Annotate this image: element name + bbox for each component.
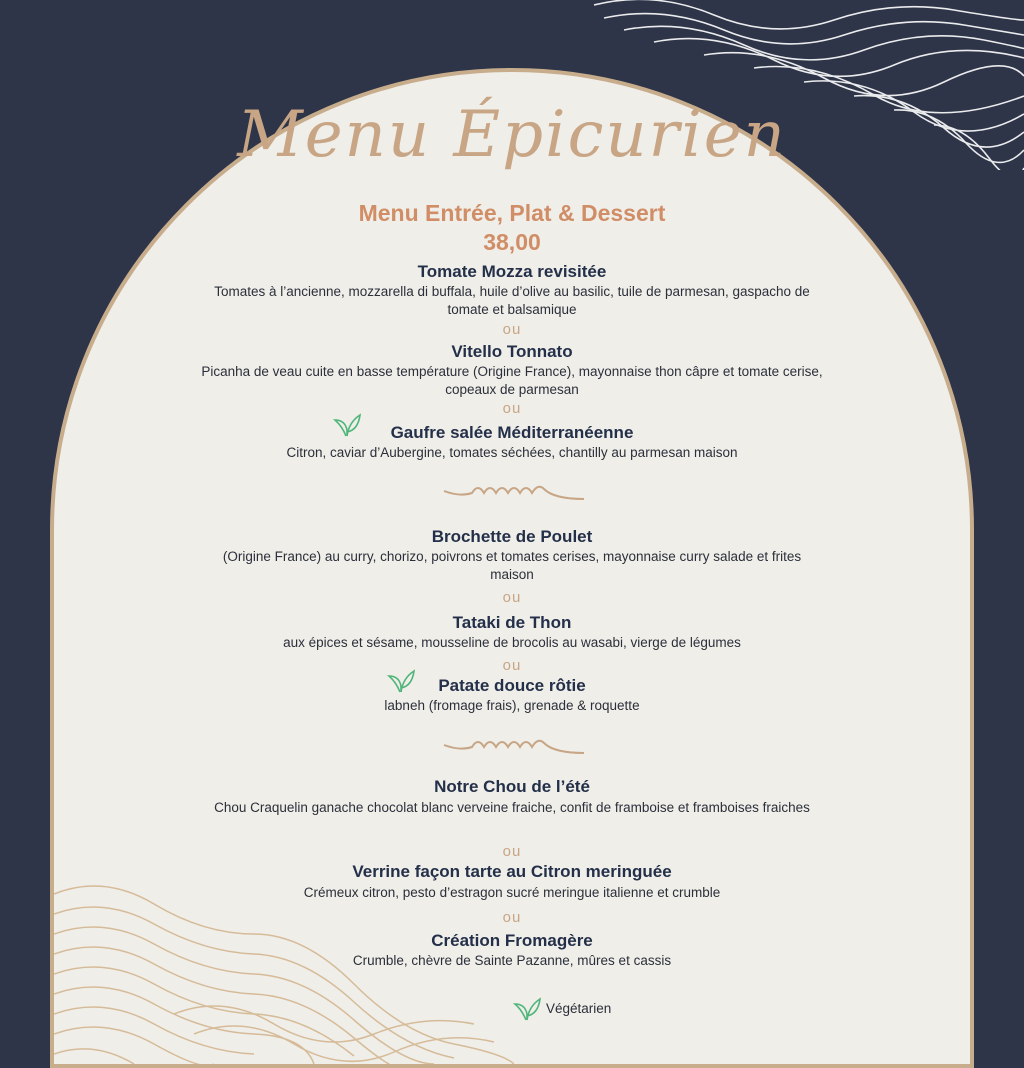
dish-description: Picanha de veau cuite en basse température (Origine France), mayonnaise thon câpre et tomate cerise, copeaux de parmesan xyxy=(201,364,823,397)
or-separator: ou xyxy=(502,843,522,860)
vegetarian-legend: Végétarien xyxy=(546,1001,612,1016)
or-separator: ou xyxy=(502,400,522,417)
dish-name: Patate douce rôtie xyxy=(438,676,586,695)
dish-name: Notre Chou de l’été xyxy=(434,777,590,796)
dish-name: Tataki de Thon xyxy=(452,613,572,632)
dish-name: Gaufre salée Méditerranéenne xyxy=(390,423,634,442)
dish-description: (Origine France) au curry, chorizo, poivrons et tomates cerises, mayonnaise curry salade et frites maison xyxy=(222,549,802,582)
menu-title: Menu Épicurien xyxy=(237,98,787,172)
or-separator: ou xyxy=(502,321,522,338)
dish-description: Crumble, chèvre de Sainte Pazanne, mûres et cassis xyxy=(352,953,672,968)
dish-description: Tomates à l’ancienne, mozzarella di buffala, huile d’olive au basilic, tuile de parmesan, gaspacho de tomate et balsamique xyxy=(214,284,810,317)
wave-divider xyxy=(442,479,586,505)
or-separator: ou xyxy=(502,589,522,606)
dish-description: Citron, caviar d’Aubergine, tomates séchées, chantilly au parmesan maison xyxy=(286,445,738,460)
menu-price: 38,00 xyxy=(483,229,541,255)
dish-description: aux épices et sésame, mousseline de brocolis au wasabi, vierge de légumes xyxy=(283,635,741,650)
dish-name: Verrine façon tarte au Citron meringuée xyxy=(352,862,672,881)
dish-name: Création Fromagère xyxy=(431,931,593,950)
or-separator: ou xyxy=(502,657,522,674)
dish-description: Chou Craquelin ganache chocolat blanc verveine fraiche, confit de framboise et framboises fraiches xyxy=(214,800,810,815)
dish-description: Crémeux citron, pesto d’estragon sucré meringue italienne et crumble xyxy=(303,885,721,900)
dish-name: Vitello Tonnato xyxy=(451,342,573,361)
menu-subtitle: Menu Entrée, Plat & Dessert xyxy=(358,200,666,226)
dish-description: labneh (fromage frais), grenade & roquette xyxy=(384,698,640,713)
leaf-icon xyxy=(512,996,542,1022)
or-separator: ou xyxy=(502,909,522,926)
dish-name: Brochette de Poulet xyxy=(431,527,593,546)
dish-name: Tomate Mozza revisitée xyxy=(417,262,607,281)
wave-divider xyxy=(442,733,586,759)
